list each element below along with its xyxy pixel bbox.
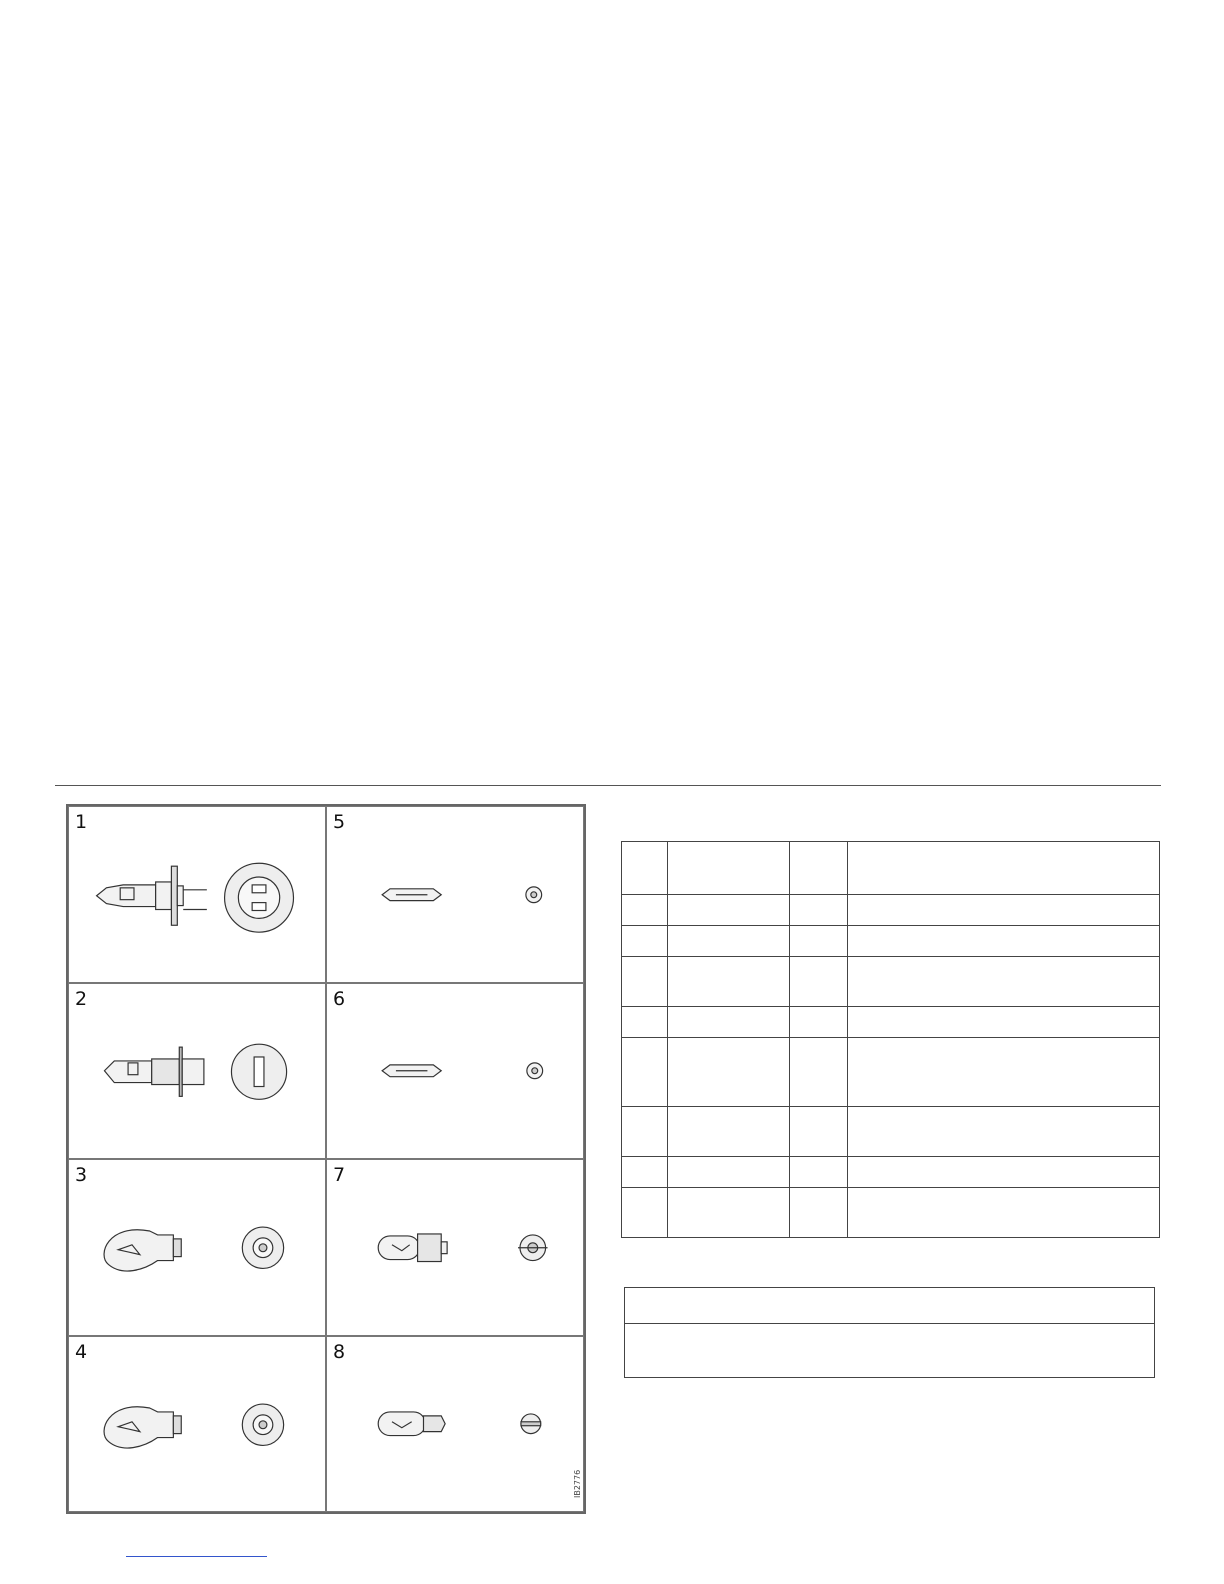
illustration-reference-code: IB2776 — [573, 1469, 582, 1498]
table-row — [622, 895, 1160, 926]
table-row — [622, 926, 1160, 957]
table-row — [622, 957, 1160, 1007]
bulb-specification-table — [621, 841, 1160, 1238]
footer-link[interactable] — [126, 1556, 267, 1557]
table-header-row — [622, 842, 1160, 895]
bulb-cell-8 — [326, 1336, 584, 1513]
bulb-cell-1 — [68, 806, 326, 983]
bulb-cell-7 — [326, 1159, 584, 1336]
h7-halogen-bulb-icon — [69, 807, 325, 982]
bulb-cell-4 — [68, 1336, 326, 1513]
bayonet-bulb-icon — [69, 1160, 325, 1335]
bulb-number: 8 — [333, 1340, 346, 1363]
festoon-bulb-icon — [327, 984, 583, 1159]
halogen-capsule-bulb-icon — [69, 984, 325, 1159]
bulb-number: 1 — [75, 811, 88, 833]
table-row — [622, 1188, 1160, 1238]
bulb-number: 4 — [75, 1340, 88, 1363]
note-box-header — [625, 1288, 1154, 1324]
table-row — [622, 1007, 1160, 1038]
bayonet-bulb-icon — [69, 1337, 325, 1512]
bulb-cell-2 — [68, 983, 326, 1160]
bulb-cell-3 — [68, 1159, 326, 1336]
horizontal-rule — [55, 785, 1161, 786]
bulb-cell-6 — [326, 983, 584, 1160]
mini-bayonet-bulb-icon — [327, 1160, 583, 1335]
festoon-bulb-icon — [327, 807, 583, 982]
bulb-cell-5 — [326, 806, 584, 983]
table-row — [622, 1157, 1160, 1188]
bulb-number: 2 — [75, 987, 88, 1010]
bulb-number: 5 — [333, 811, 346, 833]
bulb-number: 7 — [333, 1164, 346, 1186]
bulb-number: 6 — [333, 987, 346, 1010]
wedge-base-bulb-icon — [327, 1337, 583, 1512]
bulb-illustration-grid — [66, 804, 586, 1514]
table-row — [622, 1107, 1160, 1157]
table-row — [622, 1038, 1160, 1107]
bulb-number: 3 — [75, 1164, 88, 1186]
note-box — [624, 1287, 1155, 1378]
